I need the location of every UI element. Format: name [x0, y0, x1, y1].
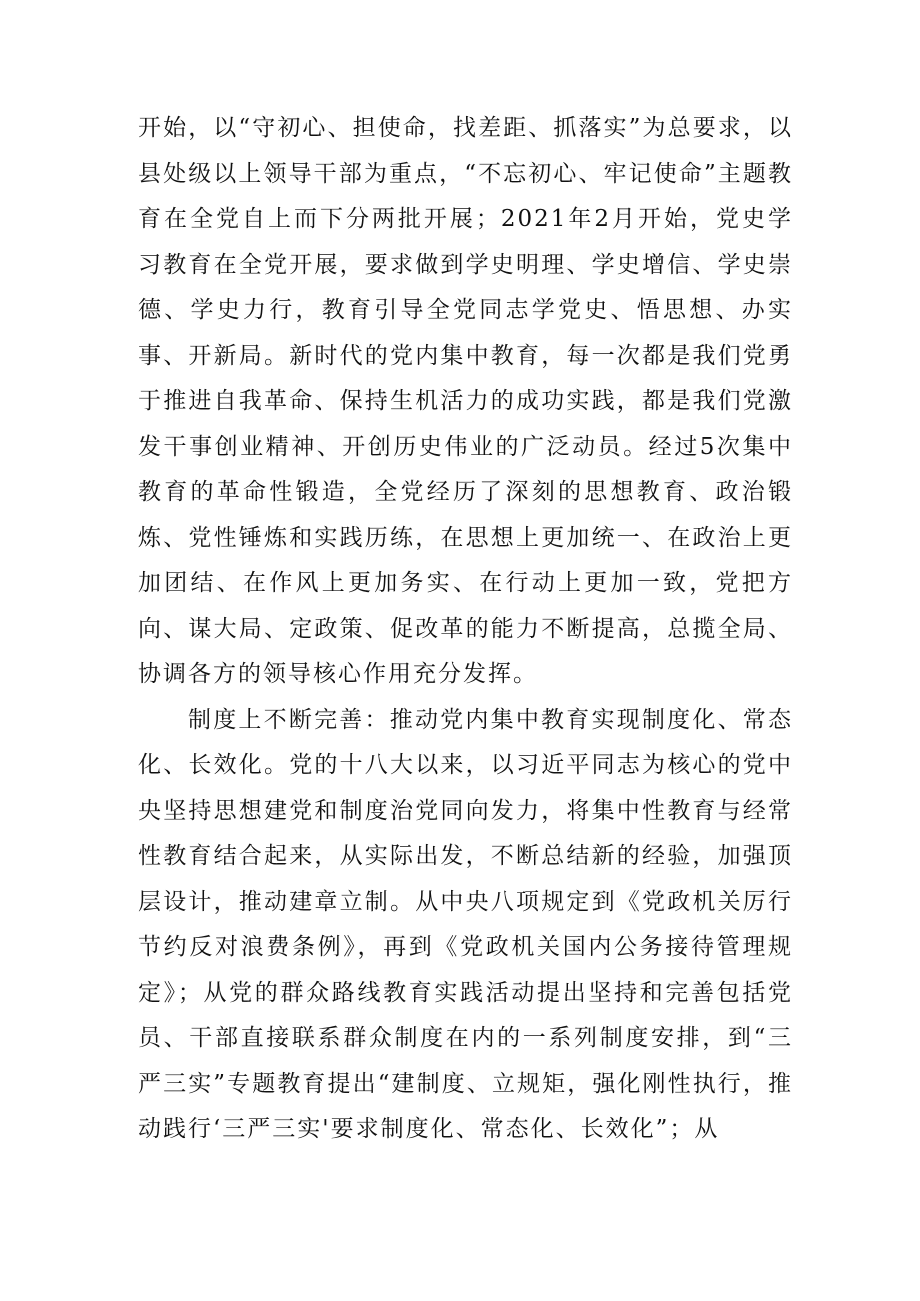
document-body [138, 106, 793, 1153]
paragraph-continuation: 开始，以“守初心、担使命，找差距、抓落实”为总要求，以县处级以上领导干部为重点，“不忘初心、牢记使命”主题教育在全党自上而下分两批开展；2021年2月开始，党史学习教育在全党开展，要求做到学史明理、学史增信、学史崇德、学史力行，教育引导全党同志学党史、悟思想、办实事、开新局。新时代的党内集中教育，每一次都是我们党勇于推进自我革命、保持生机活力的成功实践，都是我们党激发干事创业精神、开创历史伟业的广泛动员。经过5次集中教育的革命性锻造，全党经历了深刻的思想教育、政治锻炼、党性锤炼和实践历练，在思想上更加统一、在政治上更加团结、在作风上更加务实、在行动上更加一致，党把方向、谋大局、定政策、促改革的能力不断提高，总揽全局、协调各方的领导核心作用充分发挥。 [138, 115, 793, 687]
paragraph-institutional-improvement: 制度上不断完善：推动党内集中教育实现制度化、常态化、长效化。党的十八大以来，以习近平同志为核心的党中央坚持思想建党和制度治党同向发力，将集中性教育与经常性教育结合起来，从实际出发，不断总结新的经验，加强顶层设计，推动建章立制。从中央八项规定到《党政机关厉行节约反对浪费条例》，再到《党政机关国内公务接待管理规定》；从党的群众路线教育实践活动提出坚持和完善包括党员、干部直接联系群众制度在内的一系列制度安排，到“三严三实”专题教育提出“建制度、立规矩，强化刚性执行，推动践行‘三严三实'要求制度化、常态化、长效化”；从 [138, 706, 793, 1142]
